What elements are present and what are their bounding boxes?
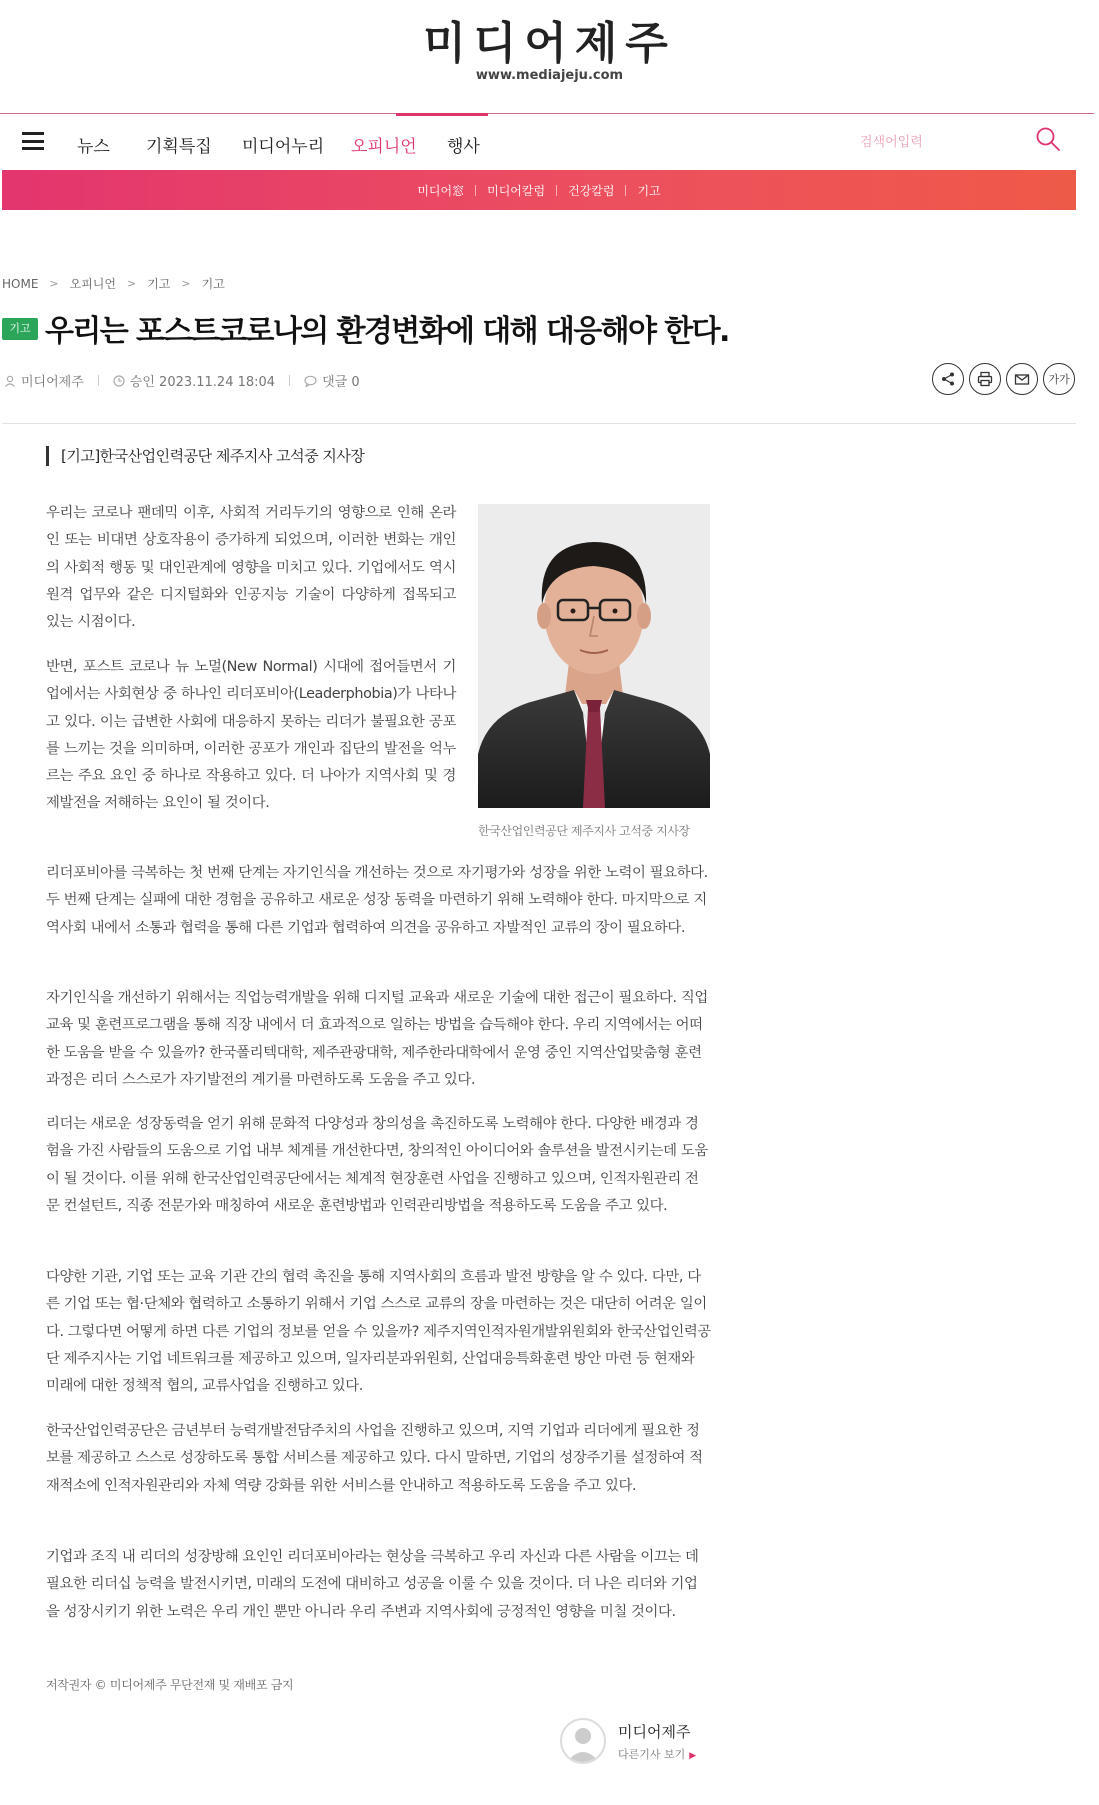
chevron-right-icon: >: [49, 277, 59, 290]
chevron-right-icon: >: [127, 277, 137, 290]
article-paragraph: 자기인식을 개선하기 위해서는 직업능력개발을 위해 디지털 교육과 새로운 기술에 대한 접근이 필요하다. 직업교육 및 훈련프로그램을 통해 직장 내에서 더 효과적으로 일하는 방법을 습득해야 한다. 우리 지역에서는 어떠한 도움을 받을 수 있을까? 한국폴리텍대학, 제주관광대학, 제주한라대학에서 운영 중인 지역산업맞춤형 훈련과정은 리더 스스로가 자기발전의 계기를 마련하도록 도움을 주고 있다.: [46, 990, 708, 1088]
author-name: 미디어제주: [618, 1723, 691, 1741]
subnav-item-media-window[interactable]: 미디어窓: [417, 183, 465, 198]
article-paragraph: 기업과 조직 내 리더의 성장방해 요인인 리더포비아라는 현상을 극복하고 우리 자신과 다른 사람을 이끄는 데 필요한 리더십 능력을 발전시키면, 미래의 도전에 대비하고 성공을 이룰 수 있을 것이다. 더 나은 리더와 기업을 성장시키기 위한 노력은 우리 개인 뿐만 아니라 우리 주변과 지역사회에 긍정적인 영향을 미칠 것이다.: [46, 1549, 699, 1620]
email-button[interactable]: [1006, 363, 1038, 395]
user-icon: [4, 375, 16, 387]
breadcrumb-contribution[interactable]: 기고: [147, 277, 171, 291]
font-size-button[interactable]: 가가: [1043, 363, 1075, 395]
share-icon: [940, 371, 956, 387]
logo-text: 미디어제주: [423, 18, 676, 69]
more-articles-label: 다른기사 보기: [618, 1748, 686, 1761]
article-title: 우리는 포스트코로나의 환경변화에 대해 대응해야 한다.: [45, 314, 729, 349]
subnav-item-contribution[interactable]: 기고: [637, 183, 661, 198]
portrait-image: [478, 504, 710, 808]
nav-item-events[interactable]: 행사: [447, 137, 480, 157]
article-paragraph: 리더포비아를 극복하는 첫 번째 단계는 자기인식을 개선하는 것으로 자기평가와 성장을 위한 노력이 필요하다. 두 번째 단계는 실패에 대한 경험을 공유하고 새로운 성장 동력을 마련하기 위해 노력해야 한다. 마지막으로 지역사회 내에서 소통과 협력을 통해 다른 기업과 협력하여 의견을 공유하고 자발적인 교류의 장이 필요하다.: [46, 865, 708, 936]
article-tools: [932, 363, 1080, 395]
subnav-item-health-column[interactable]: 건강칼럼: [568, 183, 615, 198]
logo-url: www.mediajeju.com: [475, 68, 624, 83]
info-divider-line: [2, 423, 1076, 424]
chevron-right-icon: >: [181, 277, 191, 290]
photo-caption: 한국산업인력공단 제주지사 고석중 지사장: [478, 824, 690, 838]
breadcrumb-opinion[interactable]: 오피니언: [69, 277, 116, 291]
nav-item-features[interactable]: 기획특집: [146, 137, 212, 157]
nav-item-medianuri[interactable]: 미디어누리: [242, 137, 325, 157]
article-paragraph: 다양한 기관, 기업 또는 교육 기관 간의 협력 촉진을 통해 지역사회의 흐름과 발전 방향을 알 수 있다. 다만, 다른 기업 또는 협·단체와 협력하고 소통하기 위해서 기업 스스로 교류의 장을 마련하는 것은 대단히 어려운 일이다. 그렇다면 어떻게 하면 다른 기업의 정보를 얻을 수 있을까? 제주지역인적자원개발위원회와 한국산업인력공단 제주지사는 기업 네트워크를 제공하고 있으며, 일자리분과위원회, 산업대응특화훈련 방안 마련 등 현재와 미래에 대한 정책적 협의, 교류사업을 진행하고 있다.: [46, 1269, 711, 1395]
nav-item-news[interactable]: 뉴스: [77, 137, 110, 157]
caret-right-icon: ▶: [689, 1751, 697, 1761]
article-author: 미디어제주: [21, 375, 84, 390]
article-paragraph: 한국산업인력공단은 금년부터 능력개발전담주치의 사업을 진행하고 있으며, 지역 기업과 리더에게 필요한 정보를 제공하고 스스로 성장하도록 통합 서비스를 제공하고 있다. 다시 말하면, 기업의 성장주기를 설정하여 적재적소에 인적자원관리와 자체 역량 강화를 위한 서비스를 안내하고 적용하도록 도움을 주고 있다.: [46, 1423, 703, 1494]
category-badge: 기고: [2, 318, 38, 340]
search-icon[interactable]: [1035, 126, 1061, 152]
share-button[interactable]: [932, 363, 964, 395]
print-icon: [977, 371, 993, 387]
copyright-notice: 저작권자 © 미디어제주 무단전재 및 재배포 금지: [46, 1678, 294, 1692]
article-paragraph: 리더는 새로운 성장동력을 얻기 위해 문화적 다양성과 창의성을 촉진하도록 노력해야 한다. 다양한 배경과 경험을 가진 사람들의 도움으로 기업 내부 체계를 개선한다면, 창의적인 아이디어와 솔루션을 발전시키는데 도움이 될 것이다. 이를 위해 한국산업인력공단에서는 체계적 현장훈련 사업을 진행하고 있으며, 인적자원관리 전문 컨설턴트, 직종 전문가와 매칭하여 새로운 훈련방법과 인력관리방법을 적용하도록 도움을 주고 있다.: [46, 1116, 708, 1214]
info-divider: [289, 375, 290, 386]
article-paragraph: 반면, 포스트 코로나 뉴 노멀(New Normal) 시대에 접어들면서 기업에서는 사회현상 중 하나인 리더포비아(Leaderphobia)가 나타나고 있다. 이는 급변한 사회에 대응하지 못하는 리더가 불필요한 공포를 느끼는 것을 의미하며, 이러한 공포가 개인과 집단의 발전을 억누르는 주요 요인 중 하나로 작용하고 있다. 더 나아가 지역사회 및 경제발전을 저해하는 요인이 될 것이다.: [46, 659, 456, 812]
comment-icon: [304, 375, 317, 387]
hamburger-menu-icon[interactable]: [22, 132, 44, 150]
breadcrumb-home[interactable]: HOME: [2, 276, 39, 291]
article-paragraph: 우리는 코로나 팬데믹 이후, 사회적 거리두기의 영향으로 인해 온라인 또는 비대면 상호작용이 증가하게 되었으며, 이러한 변화는 개인의 사회적 행동 및 대인관계에 영향을 미치고 있다. 기업에서도 역시 원격 업무와 같은 디지털화와 인공지능 기술이 다양하게 접목되고 있는 시점이다.: [46, 505, 456, 631]
site-logo[interactable]: [0, 18, 1099, 83]
more-articles-link[interactable]: [618, 1746, 696, 1762]
article-subheading: [기고]한국산업인력공단 제주지사 고석중 지사장: [46, 446, 364, 466]
clock-icon: [113, 375, 125, 387]
main-nav: [0, 114, 1094, 170]
breadcrumb: [2, 275, 225, 292]
author-photo: [478, 504, 710, 808]
nav-active-indicator: [396, 113, 488, 116]
avatar: [560, 1718, 606, 1764]
default-avatar-icon: [562, 1720, 604, 1762]
article-date: 승인 2023.11.24 18:04: [129, 375, 276, 390]
search-input[interactable]: [860, 128, 1020, 156]
nav-item-opinion[interactable]: 오피니언: [351, 137, 417, 157]
article-info: [4, 371, 360, 390]
breadcrumb-current[interactable]: 기고: [201, 277, 225, 291]
email-icon: [1014, 371, 1030, 387]
article-comments[interactable]: 댓글 0: [322, 375, 360, 390]
subnav-item-media-column[interactable]: 미디어칼럼: [487, 183, 546, 198]
print-button[interactable]: [969, 363, 1001, 395]
sub-nav: [2, 170, 1076, 210]
info-divider: [98, 375, 99, 386]
